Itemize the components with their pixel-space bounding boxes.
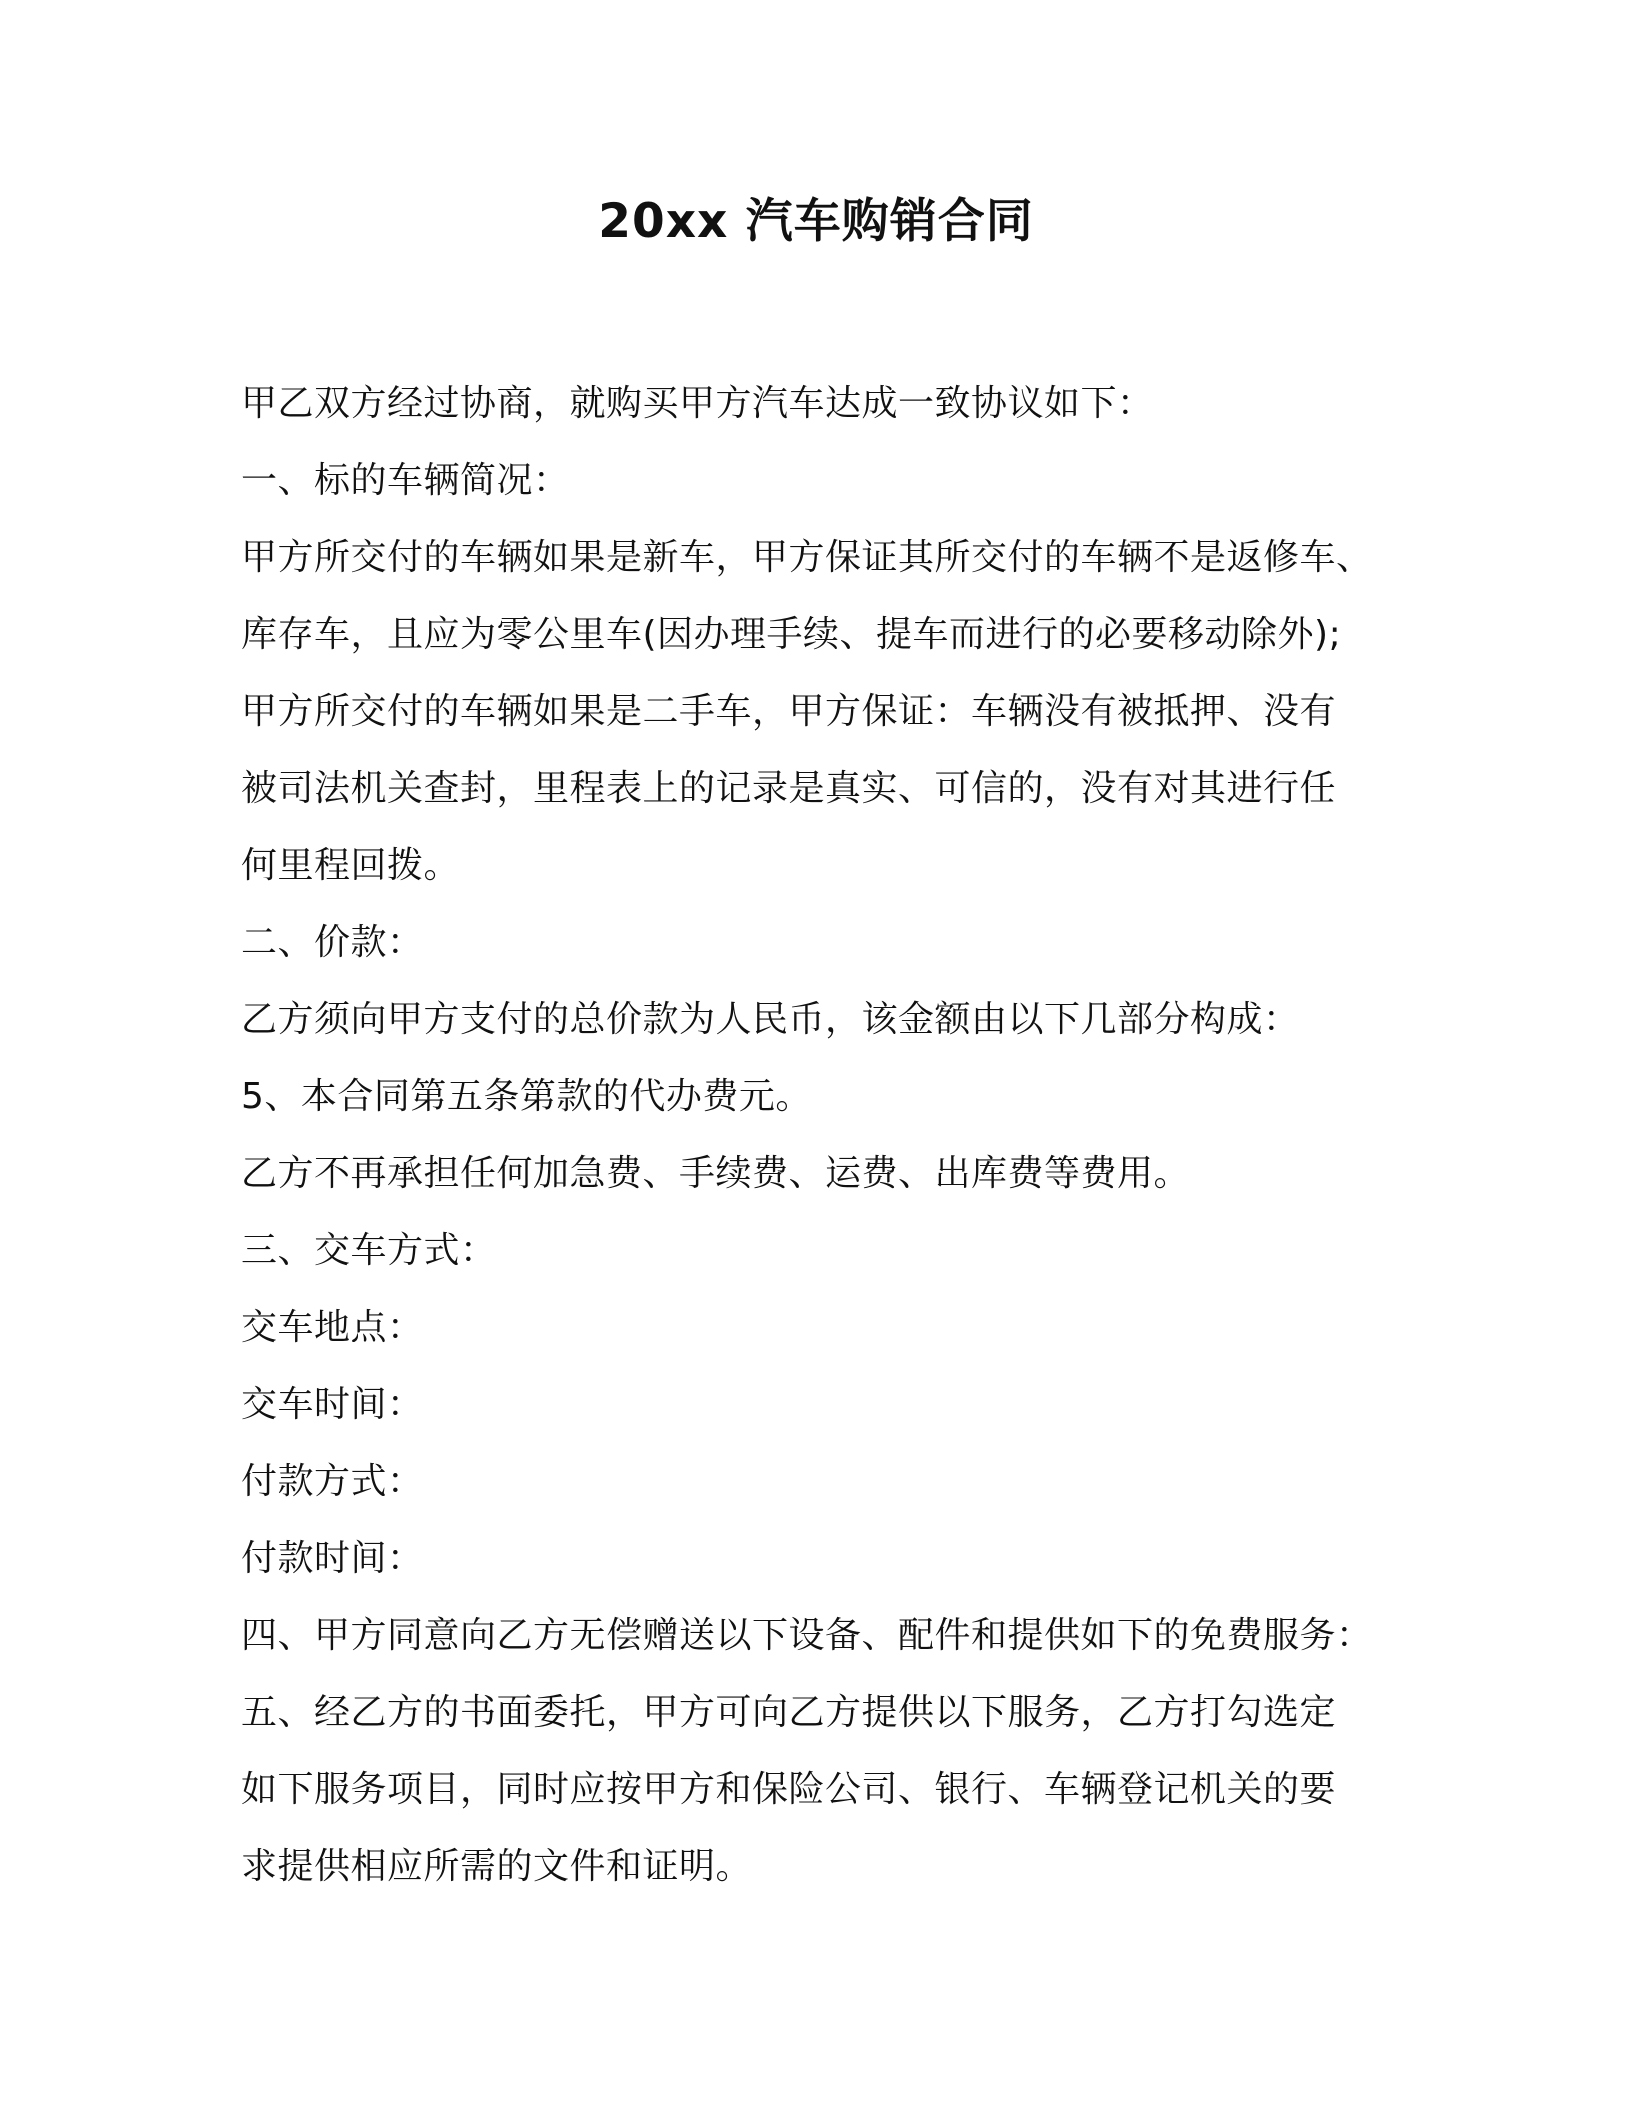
paragraph-line: 求提供相应所需的文件和证明。 [241,1846,753,1887]
section-heading-delivery: 三、交车方式： [241,1230,497,1271]
paragraph-line: 乙方须向甲方支付的总价款为人民币，该金额由以下几部分构成： [241,999,1300,1040]
paragraph-line: 库存车，且应为零公里车(因办理手续、提车而进行的必要移动除外); [241,614,1342,655]
paragraph-line: 甲方所交付的车辆如果是新车，甲方保证其所交付的车辆不是返修车、 [241,537,1373,578]
page-title: 20xx 汽车购销合同 [598,194,1034,249]
field-delivery-location: 交车地点： [241,1307,424,1348]
field-payment-time: 付款时间： [241,1538,424,1579]
section-heading-vehicle: 一、标的车辆简况： [241,460,570,501]
paragraph-line: 乙方不再承担任何加急费、手续费、运费、出库费等费用。 [241,1153,1191,1194]
section-heading-free-services: 四、甲方同意向乙方无偿赠送以下设备、配件和提供如下的免费服务： [241,1615,1373,1656]
paragraph-line: 如下服务项目，同时应按甲方和保险公司、银行、车辆登记机关的要 [241,1769,1337,1810]
field-payment-method: 付款方式： [241,1461,424,1502]
paragraph-line: 何里程回拨。 [241,845,461,886]
section-heading-price: 二、价款： [241,922,424,963]
paragraph-line: 5、本合同第五条第款的代办费元。 [241,1076,812,1117]
paragraph-line: 被司法机关查封，里程表上的记录是真实、可信的，没有对其进行任 [241,768,1337,809]
section-heading-entrusted-services: 五、经乙方的书面委托，甲方可向乙方提供以下服务，乙方打勾选定 [241,1692,1337,1733]
intro-paragraph: 甲乙双方经过协商，就购买甲方汽车达成一致协议如下： [241,383,1154,424]
field-delivery-time: 交车时间： [241,1384,424,1425]
document-body [241,365,1401,1905]
paragraph-line: 甲方所交付的车辆如果是二手车，甲方保证：车辆没有被抵押、没有 [241,691,1337,732]
